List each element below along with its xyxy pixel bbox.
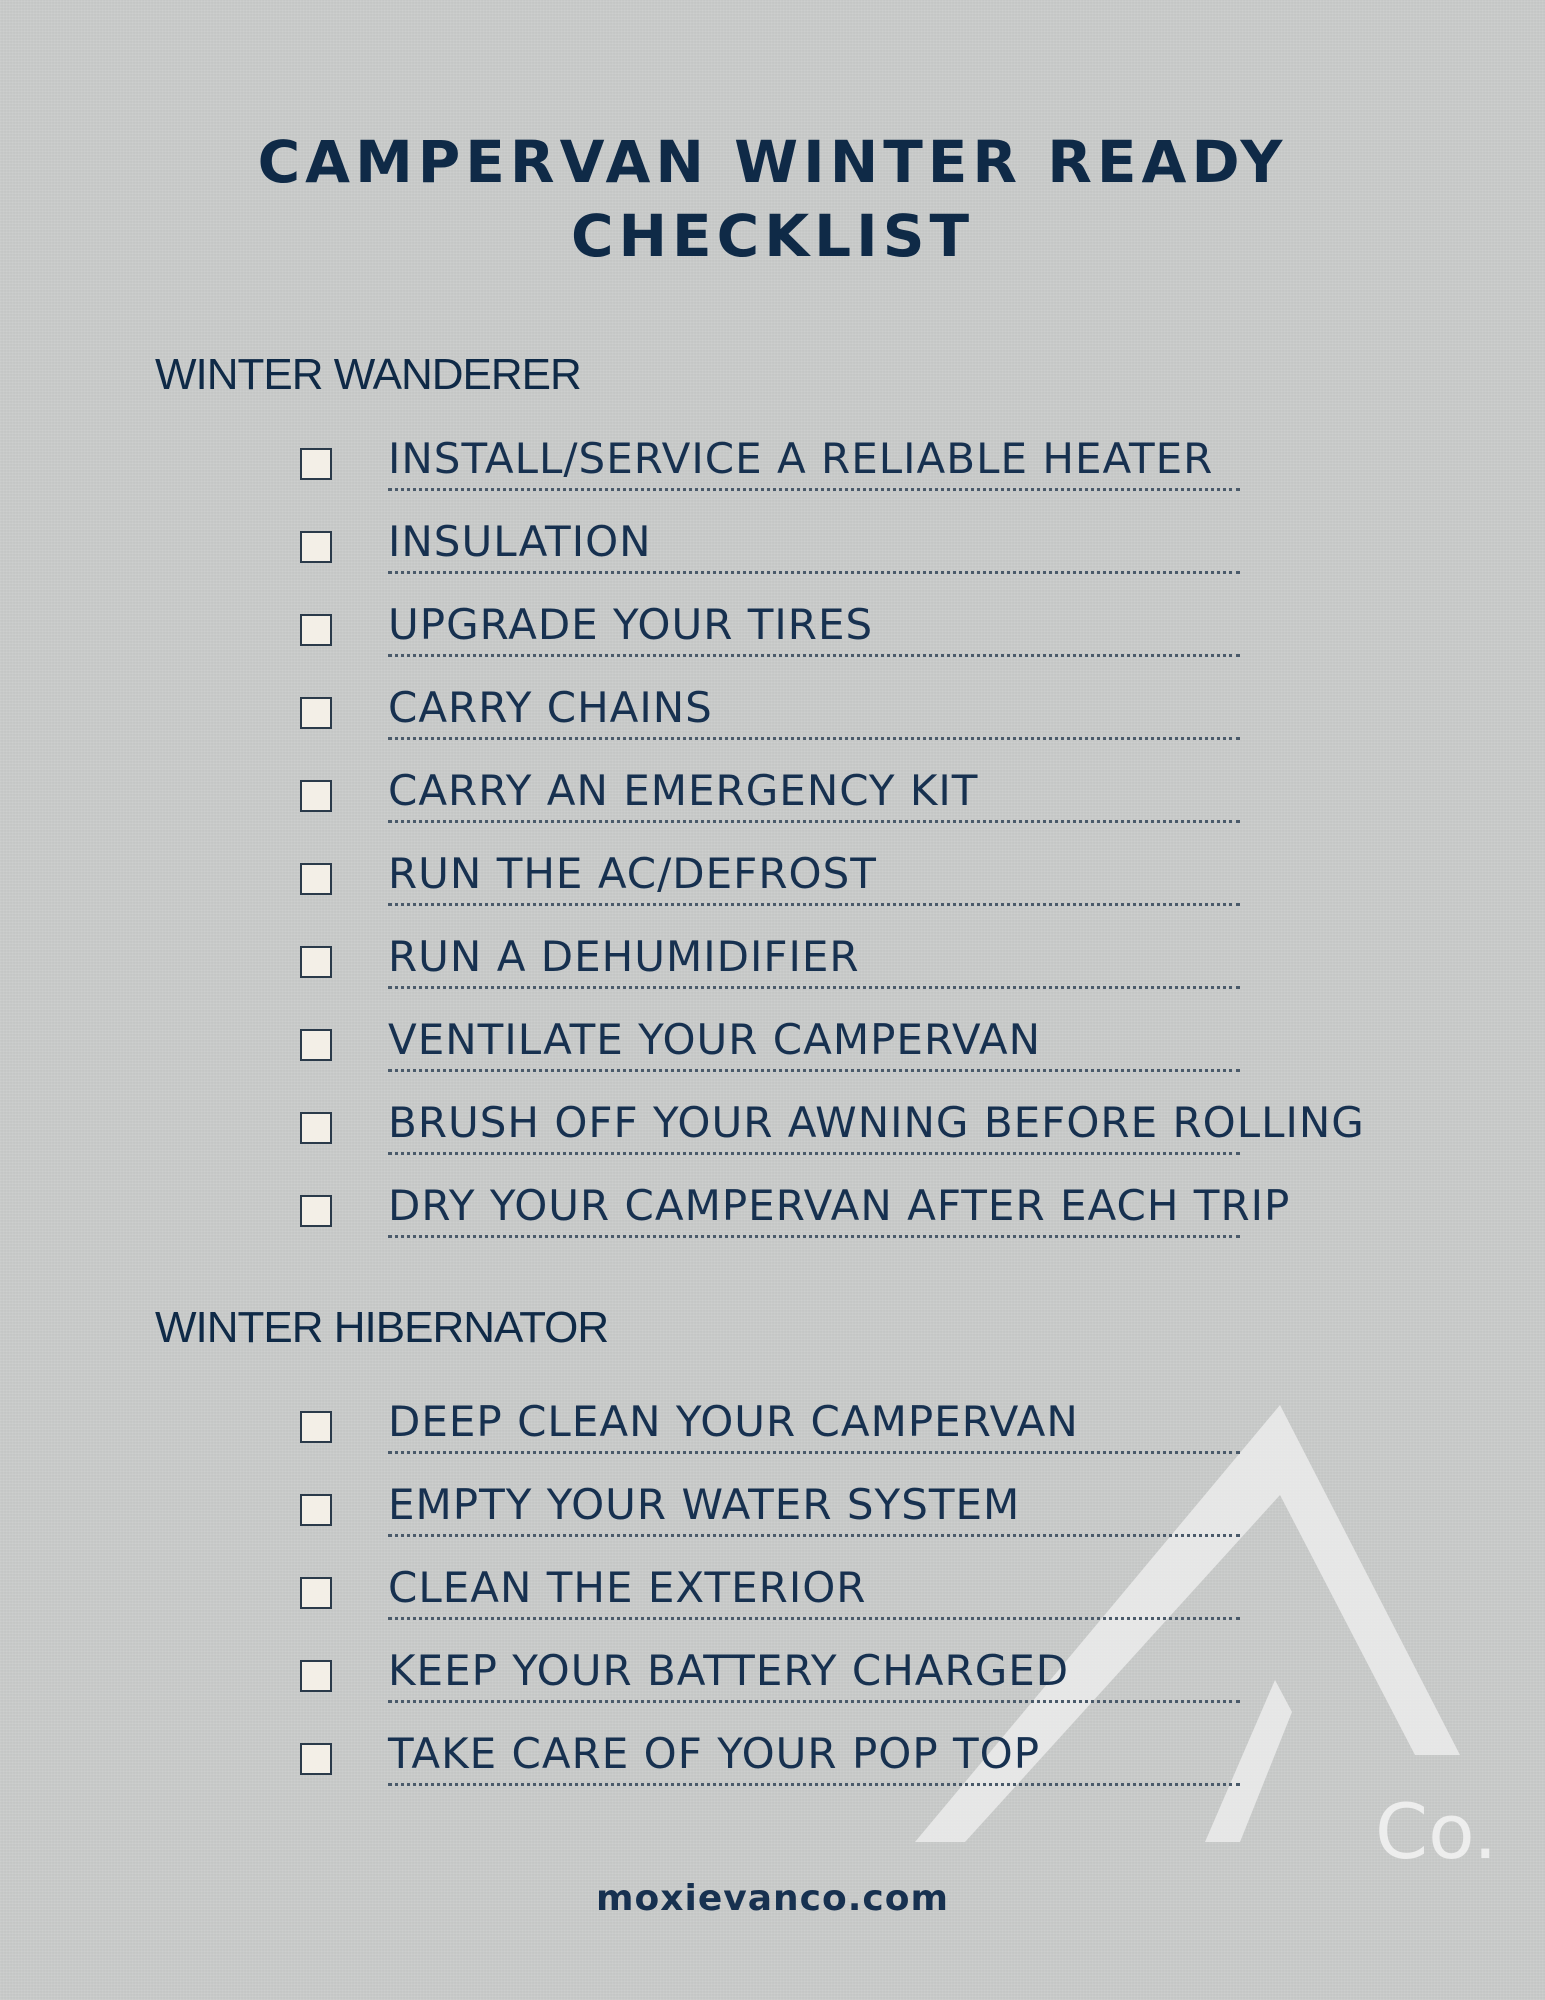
section-heading-winter-wanderer: WINTER WANDERER	[155, 350, 581, 399]
checklist-item-label: KEEP YOUR BATTERY CHARGED	[388, 1646, 1070, 1695]
checklist-item-label: INSTALL/SERVICE A RELIABLE HEATER	[388, 434, 1214, 483]
checkbox[interactable]	[300, 1660, 332, 1692]
dotted-line	[388, 737, 1240, 740]
checklist-item[interactable]	[300, 430, 1300, 490]
checklist-item[interactable]	[300, 928, 1300, 988]
checklist-item[interactable]	[300, 1011, 1300, 1071]
checkbox[interactable]	[300, 780, 332, 812]
dotted-line	[388, 903, 1240, 906]
section-heading-winter-hibernator: WINTER HIBERNATOR	[155, 1303, 609, 1352]
checkbox[interactable]	[300, 1195, 332, 1227]
checklist-item[interactable]	[300, 1094, 1365, 1154]
dotted-line	[388, 1783, 1240, 1786]
checklist-item-label: CLEAN THE EXTERIOR	[388, 1563, 867, 1612]
checklist-item[interactable]	[300, 762, 1300, 822]
checklist-item-label: TAKE CARE OF YOUR POP TOP	[388, 1729, 1041, 1778]
checklist-item[interactable]	[300, 845, 1300, 905]
dotted-line	[388, 1534, 1240, 1537]
checklist-item-label: CARRY AN EMERGENCY KIT	[388, 766, 979, 815]
checklist-item-label: DEEP CLEAN YOUR CAMPERVAN	[388, 1397, 1079, 1446]
dotted-line	[388, 1235, 1240, 1238]
checklist-item-label: BRUSH OFF YOUR AWNING BEFORE ROLLING	[388, 1098, 1365, 1147]
footer-website: moxievanco.com	[596, 1878, 949, 1919]
dotted-line	[388, 986, 1240, 989]
title-line-2: CHECKLIST	[570, 202, 975, 270]
logo-co-text: Co.	[1375, 1787, 1498, 1876]
checklist-item[interactable]	[300, 513, 1300, 573]
checkbox[interactable]	[300, 1743, 332, 1775]
checkbox[interactable]	[300, 1577, 332, 1609]
checklist-item[interactable]	[300, 1177, 1300, 1237]
dotted-line	[388, 820, 1240, 823]
checkbox[interactable]	[300, 697, 332, 729]
dotted-line	[388, 1152, 1240, 1155]
checklist-item[interactable]	[300, 1393, 1300, 1453]
checkbox[interactable]	[300, 863, 332, 895]
checklist-item[interactable]	[300, 679, 1300, 739]
checklist-item-label: RUN A DEHUMIDIFIER	[388, 932, 860, 981]
checklist-item[interactable]	[300, 596, 1300, 656]
checkbox[interactable]	[300, 448, 332, 480]
checkbox[interactable]	[300, 946, 332, 978]
checklist-item-label: INSULATION	[388, 517, 652, 566]
checklist-item[interactable]	[300, 1725, 1300, 1785]
checkbox[interactable]	[300, 1029, 332, 1061]
page-title	[0, 125, 1545, 273]
checklist-item-label: VENTILATE YOUR CAMPERVAN	[388, 1015, 1042, 1064]
checklist-item[interactable]	[300, 1642, 1300, 1702]
checklist-item-label: UPGRADE YOUR TIRES	[388, 600, 874, 649]
checkbox[interactable]	[300, 531, 332, 563]
dotted-line	[388, 1617, 1240, 1620]
checklist-item[interactable]	[300, 1559, 1300, 1619]
checklist-item-label: EMPTY YOUR WATER SYSTEM	[388, 1480, 1021, 1529]
dotted-line	[388, 488, 1240, 491]
title-line-1: CAMPERVAN WINTER READY	[257, 128, 1288, 196]
dotted-line	[388, 1451, 1240, 1454]
checklist-item[interactable]	[300, 1476, 1300, 1536]
checkbox[interactable]	[300, 1411, 332, 1443]
checkbox[interactable]	[300, 1112, 332, 1144]
checkbox[interactable]	[300, 1494, 332, 1526]
checklist-item-label: RUN THE AC/DEFROST	[388, 849, 877, 898]
dotted-line	[388, 654, 1240, 657]
dotted-line	[388, 571, 1240, 574]
checklist-item-label: CARRY CHAINS	[388, 683, 713, 732]
dotted-line	[388, 1069, 1240, 1072]
checkbox[interactable]	[300, 614, 332, 646]
checklist-item-label: DRY YOUR CAMPERVAN AFTER EACH TRIP	[388, 1181, 1291, 1230]
dotted-line	[388, 1700, 1240, 1703]
